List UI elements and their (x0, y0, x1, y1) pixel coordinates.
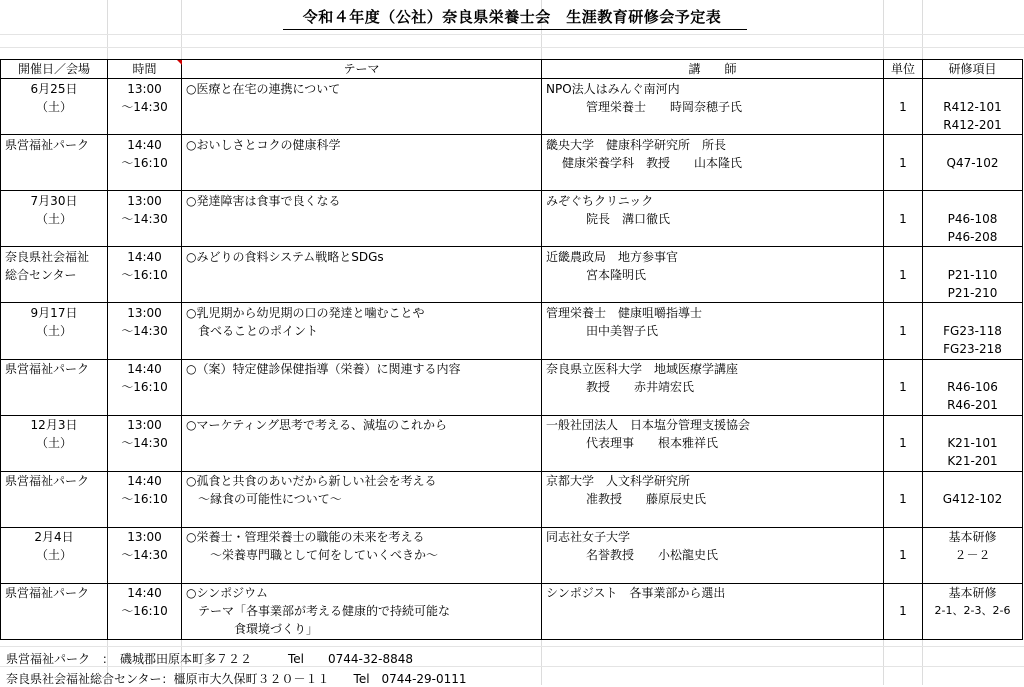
unit-cell (884, 191, 923, 210)
date-venue-cell (1, 620, 108, 639)
unit-cell (884, 620, 923, 639)
unit-cell: 1 (884, 546, 923, 564)
date-venue-cell: 奈良県社会福祉 (1, 247, 108, 266)
training-item-cell: G412-102 (923, 490, 1023, 508)
theme-cell (182, 434, 542, 452)
time-cell: 13:00 (108, 527, 182, 546)
time-cell: 13:00 (108, 79, 182, 98)
training-item-cell (923, 303, 1023, 322)
lecturer-cell (542, 396, 884, 415)
table-row (1, 359, 1023, 378)
unit-cell (884, 452, 923, 471)
table-row (1, 303, 1023, 322)
theme-cell: ○みどりの食料システム戦略とSDGs (182, 247, 542, 266)
time-cell (108, 452, 182, 471)
table-row (1, 322, 1023, 340)
training-item-cell: R46-201 (923, 396, 1023, 415)
training-item-cell: R46-106 (923, 378, 1023, 396)
training-item-cell: P21-110 (923, 266, 1023, 284)
unit-cell (884, 228, 923, 247)
date-venue-cell (1, 508, 108, 527)
table-row (1, 452, 1023, 471)
unit-cell: 1 (884, 322, 923, 340)
unit-cell (884, 359, 923, 378)
date-venue-cell (1, 564, 108, 583)
unit-cell: 1 (884, 378, 923, 396)
training-item-cell (923, 620, 1023, 639)
date-venue-cell (1, 154, 108, 172)
time-cell (108, 284, 182, 303)
date-venue-cell: 県営福祉パーク (1, 359, 108, 378)
theme-cell (182, 340, 542, 359)
table-row (1, 583, 1023, 602)
theme-cell (182, 378, 542, 396)
unit-cell (884, 135, 923, 154)
training-item-cell (923, 191, 1023, 210)
time-cell: 14:40 (108, 471, 182, 490)
date-venue-cell (1, 116, 108, 135)
theme-cell (182, 564, 542, 583)
date-venue-cell: 6月25日 (1, 79, 108, 98)
time-cell (108, 620, 182, 639)
unit-cell: 1 (884, 434, 923, 452)
date-venue-cell: （土） (1, 210, 108, 228)
unit-cell: 1 (884, 154, 923, 172)
training-item-cell: 基本研修 (923, 527, 1023, 546)
lecturer-cell: 近畿農政局 地方参事官 (542, 247, 884, 266)
unit-cell (884, 340, 923, 359)
theme-cell (182, 508, 542, 527)
theme-cell: ○栄養士・管理栄養士の職能の未来を考える (182, 527, 542, 546)
table-row (1, 247, 1023, 266)
lecturer-cell (542, 620, 884, 639)
time-cell: ～16:10 (108, 378, 182, 396)
training-item-cell: R412-201 (923, 116, 1023, 135)
lecturer-cell (542, 228, 884, 247)
theme-cell: 食環境づくり」 (182, 620, 542, 639)
time-cell: ～16:10 (108, 266, 182, 284)
date-venue-cell: 7月30日 (1, 191, 108, 210)
training-item-cell (923, 471, 1023, 490)
lecturer-cell: 同志社女子大学 (542, 527, 884, 546)
page-title: 令和４年度（公社）奈良県栄養士会 生涯教育研修会予定表 (302, 8, 722, 26)
table-row (1, 434, 1023, 452)
training-item-cell: P21-210 (923, 284, 1023, 303)
table-row (1, 284, 1023, 303)
unit-cell (884, 583, 923, 602)
date-venue-cell: （土） (1, 434, 108, 452)
theme-cell (182, 228, 542, 247)
training-item-cell (923, 247, 1023, 266)
date-venue-cell: 総合センター (1, 266, 108, 284)
table-row (1, 508, 1023, 527)
time-cell: 13:00 (108, 415, 182, 434)
time-cell: ～16:10 (108, 490, 182, 508)
lecturer-cell: 田中美智子氏 (542, 322, 884, 340)
date-venue-cell (1, 396, 108, 415)
time-cell: 14:40 (108, 583, 182, 602)
date-venue-cell: （土） (1, 98, 108, 116)
training-item-cell: FG23-118 (923, 322, 1023, 340)
time-cell (108, 172, 182, 191)
unit-cell (884, 564, 923, 583)
table-row (1, 620, 1023, 639)
lecturer-cell: 管理栄養士 健康咀嚼指導士 (542, 303, 884, 322)
table-row (1, 490, 1023, 508)
time-cell (108, 116, 182, 135)
footer-address-1: 県営福祉パーク ： 磯城郡田原本町多７２２ Tel 0744-32-8848 (6, 652, 414, 666)
theme-cell (182, 98, 542, 116)
time-cell: 14:40 (108, 359, 182, 378)
training-item-cell: K21-101 (923, 434, 1023, 452)
lecturer-cell: 教授 赤井靖宏氏 (542, 378, 884, 396)
theme-cell (182, 396, 542, 415)
lecturer-cell (542, 172, 884, 191)
date-venue-cell: 県営福祉パーク (1, 471, 108, 490)
date-venue-cell: 県営福祉パーク (1, 135, 108, 154)
unit-cell: 1 (884, 266, 923, 284)
time-cell: 14:40 (108, 135, 182, 154)
header-time-cell: 時間 (108, 60, 182, 79)
grid-line (0, 47, 1024, 48)
theme-cell: ○発達障害は食事で良くなる (182, 191, 542, 210)
table-row (1, 415, 1023, 434)
training-item-cell: 基本研修 (923, 583, 1023, 602)
lecturer-cell: 健康栄養学科 教授 山本隆氏 (542, 154, 884, 172)
table-row (1, 564, 1023, 583)
table-row (1, 116, 1023, 135)
header-training-item-cell: 研修項目 (923, 60, 1023, 79)
time-cell (108, 508, 182, 527)
lecturer-cell: NPO法人はみんぐ南河内 (542, 79, 884, 98)
theme-cell: ○（案）特定健診保健指導（栄養）に関連する内容 (182, 359, 542, 378)
theme-cell: ○マーケティング思考で考える、減塩のこれから (182, 415, 542, 434)
theme-cell: ○おいしさとコクの健康科学 (182, 135, 542, 154)
date-venue-cell: 2月4日 (1, 527, 108, 546)
time-cell (108, 228, 182, 247)
header-date-venue-cell: 開催日／会場 (1, 60, 108, 79)
theme-cell (182, 284, 542, 303)
unit-cell: 1 (884, 98, 923, 116)
unit-cell (884, 303, 923, 322)
training-item-cell (923, 415, 1023, 434)
theme-cell: ○孤食と共食のあいだから新しい社会を考える (182, 471, 542, 490)
theme-cell: テーマ「各事業部が考える健康的で持続可能な (182, 602, 542, 620)
training-item-cell (923, 508, 1023, 527)
theme-cell: ○乳児期から幼児期の口の発達と噛むことや (182, 303, 542, 322)
unit-cell (884, 247, 923, 266)
schedule-table (0, 59, 1023, 640)
training-item-cell (923, 135, 1023, 154)
theme-cell: 食べることのポイント (182, 322, 542, 340)
training-item-cell: 2-1、2-3、2-6 (923, 602, 1023, 620)
lecturer-cell (542, 508, 884, 527)
lecturer-cell: 一般社団法人 日本塩分管理支援協会 (542, 415, 884, 434)
date-venue-cell (1, 172, 108, 191)
lecturer-cell: 院長 溝口徹氏 (542, 210, 884, 228)
date-venue-cell (1, 452, 108, 471)
lecturer-cell: 京都大学 人文科学研究所 (542, 471, 884, 490)
lecturer-cell (542, 452, 884, 471)
training-item-cell: P46-208 (923, 228, 1023, 247)
theme-cell: ～縁食の可能性について～ (182, 490, 542, 508)
header-unit-cell: 単位 (884, 60, 923, 79)
unit-cell (884, 396, 923, 415)
unit-cell (884, 116, 923, 135)
time-cell: 13:00 (108, 191, 182, 210)
lecturer-cell (542, 284, 884, 303)
training-item-cell: K21-201 (923, 452, 1023, 471)
unit-cell (884, 471, 923, 490)
date-venue-cell (1, 378, 108, 396)
theme-cell: ○シンポジウム (182, 583, 542, 602)
table-row (1, 228, 1023, 247)
table-row (1, 135, 1023, 154)
time-cell: ～14:30 (108, 98, 182, 116)
time-cell: 13:00 (108, 303, 182, 322)
lecturer-cell (542, 116, 884, 135)
lecturer-cell (542, 340, 884, 359)
lecturer-cell: 代表理事 根本雅祥氏 (542, 434, 884, 452)
training-item-cell: P46-108 (923, 210, 1023, 228)
date-venue-cell: 12月3日 (1, 415, 108, 434)
unit-cell (884, 284, 923, 303)
date-venue-cell: 県営福祉パーク (1, 583, 108, 602)
time-cell: ～14:30 (108, 434, 182, 452)
table-row (1, 546, 1023, 564)
training-item-cell: R412-101 (923, 98, 1023, 116)
lecturer-cell: シンポジスト 各事業部から選出 (542, 583, 884, 602)
unit-cell (884, 415, 923, 434)
time-cell: ～16:10 (108, 154, 182, 172)
table-row (1, 98, 1023, 116)
time-cell: ～14:30 (108, 322, 182, 340)
header-theme-cell: テーマ (182, 60, 542, 79)
lecturer-cell: 宮本隆明氏 (542, 266, 884, 284)
theme-cell: ○医療と在宅の連携について (182, 79, 542, 98)
theme-cell: ～栄養専門職として何をしていくべきか～ (182, 546, 542, 564)
unit-cell (884, 172, 923, 191)
lecturer-cell: 准教授 藤原辰史氏 (542, 490, 884, 508)
lecturer-cell: 畿央大学 健康科学研究所 所長 (542, 135, 884, 154)
unit-cell: 1 (884, 210, 923, 228)
theme-cell (182, 210, 542, 228)
theme-cell (182, 172, 542, 191)
table-row (1, 527, 1023, 546)
training-item-cell (923, 359, 1023, 378)
training-item-cell: ２－２ (923, 546, 1023, 564)
training-item-cell: Q47-102 (923, 154, 1023, 172)
header-row (1, 60, 1023, 79)
table-row (1, 340, 1023, 359)
training-item-cell (923, 172, 1023, 191)
lecturer-cell: 管理栄養士 時岡奈穂子氏 (542, 98, 884, 116)
date-venue-cell (1, 490, 108, 508)
time-cell: ～14:30 (108, 546, 182, 564)
table-row (1, 266, 1023, 284)
table-row (1, 602, 1023, 620)
table-row (1, 154, 1023, 172)
lecturer-cell: みぞぐちクリニック (542, 191, 884, 210)
theme-cell (182, 452, 542, 471)
header-lecturer-cell: 講 師 (542, 60, 884, 79)
unit-cell: 1 (884, 490, 923, 508)
table-row (1, 210, 1023, 228)
lecturer-cell: 奈良県立医科大学 地域医療学講座 (542, 359, 884, 378)
time-cell: ～14:30 (108, 210, 182, 228)
date-venue-cell (1, 602, 108, 620)
theme-cell (182, 266, 542, 284)
table-row (1, 396, 1023, 415)
time-cell: ～16:10 (108, 602, 182, 620)
date-venue-cell (1, 340, 108, 359)
table-row (1, 471, 1023, 490)
lecturer-cell (542, 564, 884, 583)
unit-cell: 1 (884, 602, 923, 620)
training-item-cell (923, 79, 1023, 98)
time-cell (108, 564, 182, 583)
training-item-cell: FG23-218 (923, 340, 1023, 359)
time-cell: 14:40 (108, 247, 182, 266)
lecturer-cell (542, 602, 884, 620)
date-venue-cell: （土） (1, 546, 108, 564)
table-row (1, 79, 1023, 98)
comment-marker (177, 60, 182, 65)
theme-cell (182, 116, 542, 135)
unit-cell (884, 527, 923, 546)
date-venue-cell: 9月17日 (1, 303, 108, 322)
training-item-cell (923, 564, 1023, 583)
grid-line (0, 34, 1024, 35)
footer-address-2: 奈良県社会福祉総合センター：橿原市大久保町３２０－１１ Tel 0744-29-0111 (6, 672, 467, 686)
date-venue-cell (1, 284, 108, 303)
time-cell (108, 340, 182, 359)
time-cell (108, 396, 182, 415)
title-underline (283, 29, 747, 30)
unit-cell (884, 508, 923, 527)
date-venue-cell (1, 228, 108, 247)
table-row (1, 378, 1023, 396)
table-row (1, 172, 1023, 191)
theme-cell (182, 154, 542, 172)
grid-line (0, 646, 1024, 647)
table-row (1, 191, 1023, 210)
date-venue-cell: （土） (1, 322, 108, 340)
lecturer-cell: 名誉教授 小松龍史氏 (542, 546, 884, 564)
unit-cell (884, 79, 923, 98)
